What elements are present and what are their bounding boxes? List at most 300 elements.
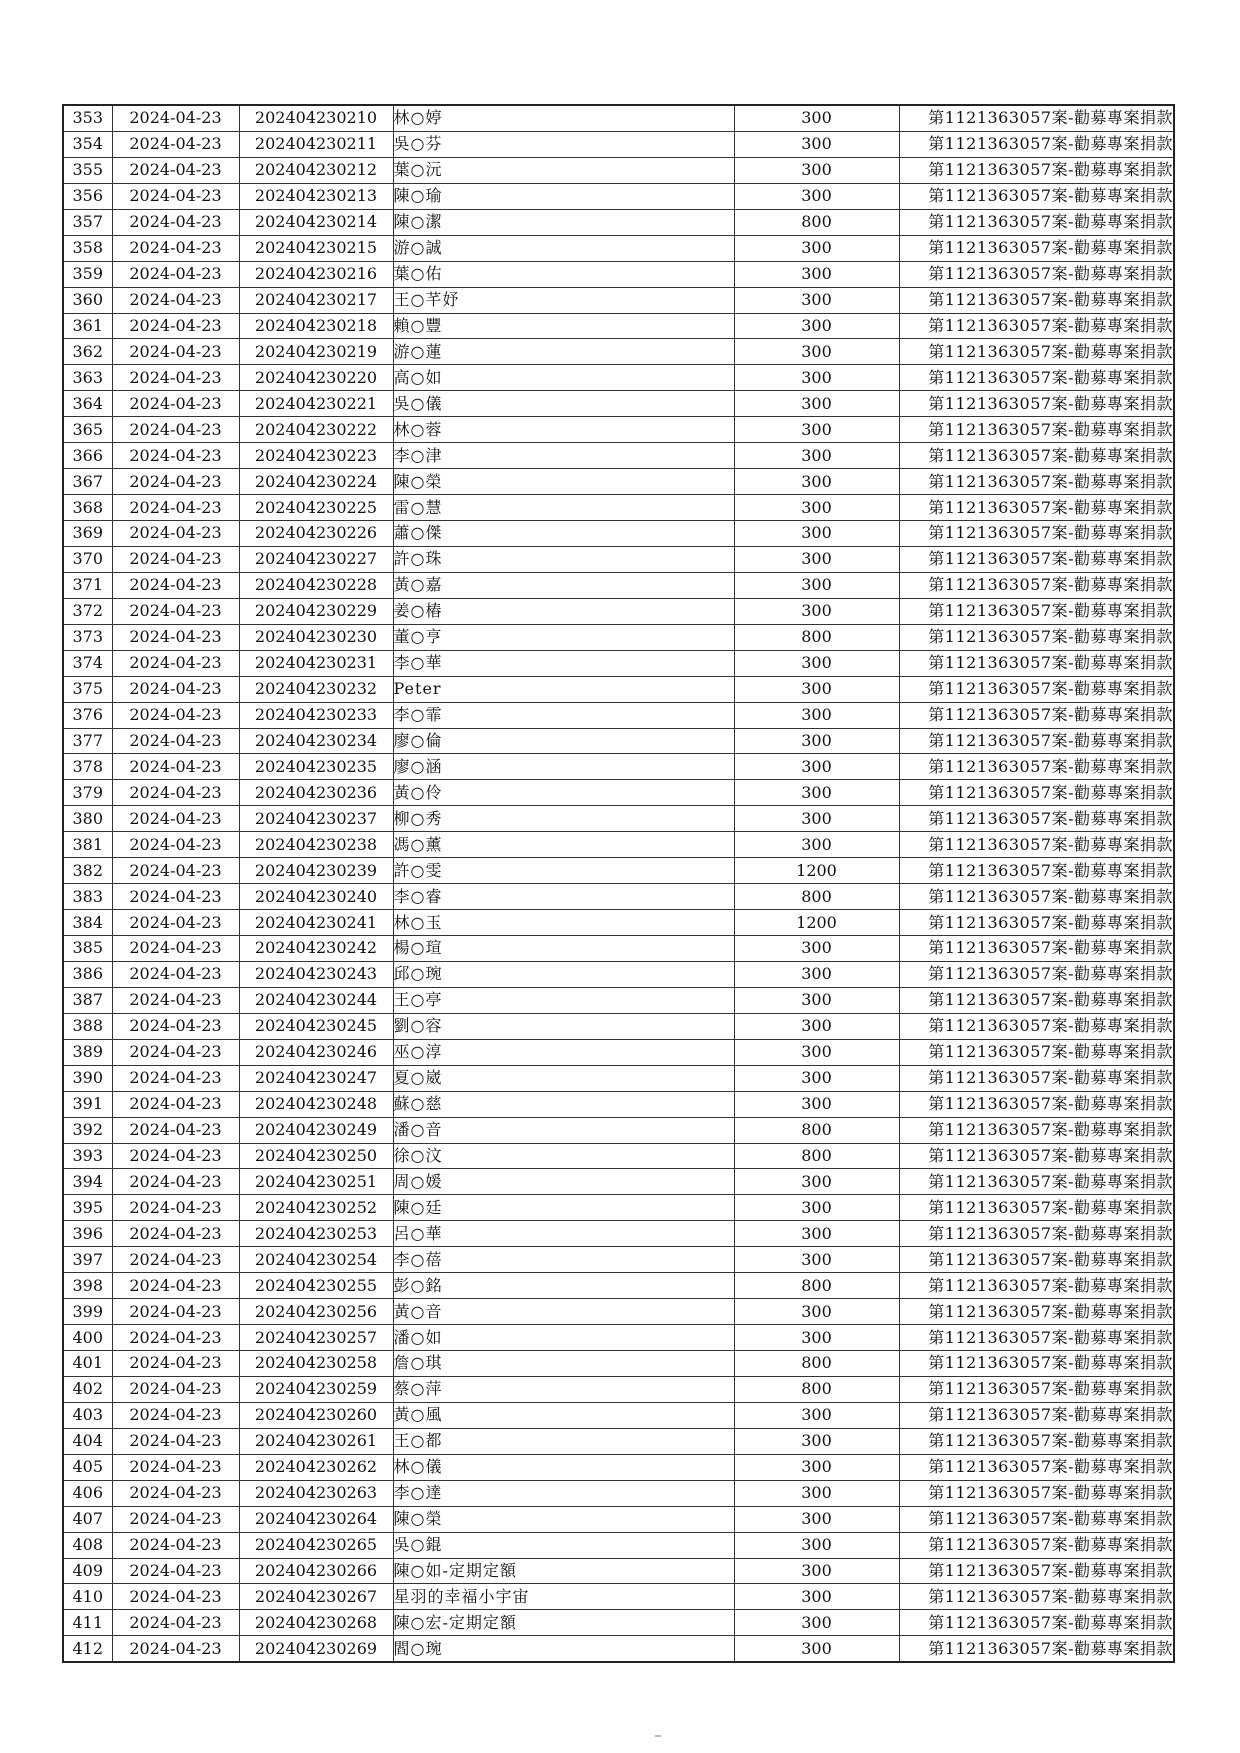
donation-purpose: 第1121363057案-勸募專案捐款	[899, 1480, 1174, 1506]
row-number: 392	[63, 1117, 112, 1143]
donation-amount: 300	[734, 1013, 899, 1039]
receipt-number: 202404230247	[239, 1065, 393, 1091]
donation-date: 2024-04-23	[112, 1610, 239, 1636]
donor-name: 李○津	[393, 443, 734, 469]
row-number: 397	[63, 1247, 112, 1273]
table-row	[63, 1480, 1174, 1506]
donation-amount: 300	[734, 728, 899, 754]
receipt-number: 202404230261	[239, 1428, 393, 1454]
table-row	[63, 598, 1174, 624]
receipt-number: 202404230211	[239, 131, 393, 157]
donor-name: 陳○瑜	[393, 183, 734, 209]
donation-amount: 300	[734, 261, 899, 287]
table-row	[63, 495, 1174, 521]
row-number: 402	[63, 1376, 112, 1402]
table-row	[63, 1584, 1174, 1610]
table-row	[63, 754, 1174, 780]
row-number: 401	[63, 1351, 112, 1377]
receipt-number: 202404230259	[239, 1376, 393, 1402]
donor-name: 廖○倫	[393, 728, 734, 754]
donor-name: 黃○風	[393, 1402, 734, 1428]
row-number: 409	[63, 1558, 112, 1584]
donation-purpose: 第1121363057案-勸募專案捐款	[899, 1610, 1174, 1636]
donation-date: 2024-04-23	[112, 1117, 239, 1143]
donation-amount: 300	[734, 339, 899, 365]
receipt-number: 202404230268	[239, 1610, 393, 1636]
row-number: 394	[63, 1169, 112, 1195]
donation-purpose: 第1121363057案-勸募專案捐款	[899, 858, 1174, 884]
table-row	[63, 339, 1174, 365]
donation-date: 2024-04-23	[112, 572, 239, 598]
donation-date: 2024-04-23	[112, 1169, 239, 1195]
table-row	[63, 365, 1174, 391]
donor-name: 陳○潔	[393, 209, 734, 235]
table-row	[63, 1143, 1174, 1169]
donor-name: 陳○如-定期定額	[393, 1558, 734, 1584]
donation-purpose: 第1121363057案-勸募專案捐款	[899, 884, 1174, 910]
receipt-number: 202404230226	[239, 521, 393, 547]
donation-purpose: 第1121363057案-勸募專案捐款	[899, 183, 1174, 209]
donor-name: 周○媛	[393, 1169, 734, 1195]
table-row	[63, 1221, 1174, 1247]
row-number: 399	[63, 1299, 112, 1325]
donor-name: 王○亭	[393, 987, 734, 1013]
row-number: 406	[63, 1480, 112, 1506]
receipt-number: 202404230264	[239, 1506, 393, 1532]
donor-name: 許○珠	[393, 546, 734, 572]
donation-purpose: 第1121363057案-勸募專案捐款	[899, 572, 1174, 598]
donation-date: 2024-04-23	[112, 1584, 239, 1610]
donation-amount: 300	[734, 936, 899, 962]
table-row	[63, 1402, 1174, 1428]
receipt-number: 202404230255	[239, 1273, 393, 1299]
donor-name: 葉○沅	[393, 157, 734, 183]
row-number: 368	[63, 495, 112, 521]
donation-purpose: 第1121363057案-勸募專案捐款	[899, 1299, 1174, 1325]
donation-purpose: 第1121363057案-勸募專案捐款	[899, 961, 1174, 987]
donation-purpose: 第1121363057案-勸募專案捐款	[899, 105, 1174, 131]
donation-purpose: 第1121363057案-勸募專案捐款	[899, 676, 1174, 702]
donation-amount: 800	[734, 1273, 899, 1299]
donation-amount: 300	[734, 183, 899, 209]
donation-amount: 300	[734, 987, 899, 1013]
donation-amount: 300	[734, 1532, 899, 1558]
donor-name: 雷○慧	[393, 495, 734, 521]
table-row	[63, 546, 1174, 572]
donor-name: 游○誠	[393, 235, 734, 261]
donor-name: 黃○嘉	[393, 572, 734, 598]
donation-date: 2024-04-23	[112, 624, 239, 650]
donation-date: 2024-04-23	[112, 1376, 239, 1402]
donation-amount: 300	[734, 313, 899, 339]
donation-ledger-table	[62, 104, 1175, 1663]
donor-name: 吳○錕	[393, 1532, 734, 1558]
donation-purpose: 第1121363057案-勸募專案捐款	[899, 1221, 1174, 1247]
donation-purpose: 第1121363057案-勸募專案捐款	[899, 495, 1174, 521]
donation-purpose: 第1121363057案-勸募專案捐款	[899, 1376, 1174, 1402]
row-number: 360	[63, 287, 112, 313]
receipt-number: 202404230210	[239, 105, 393, 131]
donation-date: 2024-04-23	[112, 1013, 239, 1039]
donation-date: 2024-04-23	[112, 1143, 239, 1169]
row-number: 377	[63, 728, 112, 754]
donation-date: 2024-04-23	[112, 961, 239, 987]
donor-name: 蔡○萍	[393, 1376, 734, 1402]
table-row	[63, 910, 1174, 936]
row-number: 408	[63, 1532, 112, 1558]
receipt-number: 202404230242	[239, 936, 393, 962]
receipt-number: 202404230249	[239, 1117, 393, 1143]
table-row	[63, 806, 1174, 832]
donor-name: 黃○伶	[393, 780, 734, 806]
donation-amount: 300	[734, 1169, 899, 1195]
row-number: 361	[63, 313, 112, 339]
donation-amount: 300	[734, 546, 899, 572]
receipt-number: 202404230241	[239, 910, 393, 936]
table-row	[63, 131, 1174, 157]
donation-amount: 300	[734, 1221, 899, 1247]
donation-date: 2024-04-23	[112, 287, 239, 313]
table-row	[63, 728, 1174, 754]
donor-name: 董○亨	[393, 624, 734, 650]
table-row	[63, 1558, 1174, 1584]
donation-amount: 300	[734, 105, 899, 131]
donation-amount: 300	[734, 961, 899, 987]
table-row	[63, 1299, 1174, 1325]
row-number: 386	[63, 961, 112, 987]
receipt-number: 202404230240	[239, 884, 393, 910]
donation-purpose: 第1121363057案-勸募專案捐款	[899, 469, 1174, 495]
donation-amount: 300	[734, 1402, 899, 1428]
table-row	[63, 1117, 1174, 1143]
donation-amount: 800	[734, 209, 899, 235]
table-row	[63, 1454, 1174, 1480]
row-number: 370	[63, 546, 112, 572]
donation-purpose: 第1121363057案-勸募專案捐款	[899, 1065, 1174, 1091]
donation-date: 2024-04-23	[112, 313, 239, 339]
donation-amount: 300	[734, 521, 899, 547]
row-number: 362	[63, 339, 112, 365]
donation-purpose: 第1121363057案-勸募專案捐款	[899, 1506, 1174, 1532]
donation-amount: 300	[734, 832, 899, 858]
row-number: 388	[63, 1013, 112, 1039]
row-number: 369	[63, 521, 112, 547]
donation-purpose: 第1121363057案-勸募專案捐款	[899, 1325, 1174, 1351]
donation-amount: 300	[734, 754, 899, 780]
donation-amount: 300	[734, 650, 899, 676]
donation-ledger-sheet	[62, 104, 1175, 1663]
donation-date: 2024-04-23	[112, 1221, 239, 1247]
donor-name: 黃○音	[393, 1299, 734, 1325]
donation-amount: 300	[734, 443, 899, 469]
table-row	[63, 157, 1174, 183]
donation-date: 2024-04-23	[112, 209, 239, 235]
donation-purpose: 第1121363057案-勸募專案捐款	[899, 780, 1174, 806]
donation-date: 2024-04-23	[112, 1402, 239, 1428]
row-number: 405	[63, 1454, 112, 1480]
donation-amount: 300	[734, 469, 899, 495]
donation-amount: 300	[734, 1636, 899, 1662]
donor-name: 賴○豐	[393, 313, 734, 339]
receipt-number: 202404230253	[239, 1221, 393, 1247]
donation-purpose: 第1121363057案-勸募專案捐款	[899, 806, 1174, 832]
donor-name: 吳○芬	[393, 131, 734, 157]
donation-amount: 300	[734, 1065, 899, 1091]
donation-amount: 800	[734, 884, 899, 910]
donation-purpose: 第1121363057案-勸募專案捐款	[899, 910, 1174, 936]
donation-amount: 300	[734, 287, 899, 313]
row-number: 372	[63, 598, 112, 624]
donation-purpose: 第1121363057案-勸募專案捐款	[899, 365, 1174, 391]
donation-purpose: 第1121363057案-勸募專案捐款	[899, 1117, 1174, 1143]
donation-amount: 300	[734, 1454, 899, 1480]
donation-date: 2024-04-23	[112, 806, 239, 832]
row-number: 364	[63, 391, 112, 417]
receipt-number: 202404230221	[239, 391, 393, 417]
donation-amount: 300	[734, 1195, 899, 1221]
row-number: 363	[63, 365, 112, 391]
donation-amount: 300	[734, 235, 899, 261]
donation-date: 2024-04-23	[112, 261, 239, 287]
table-row	[63, 1247, 1174, 1273]
donation-amount: 300	[734, 1506, 899, 1532]
donor-name: 呂○華	[393, 1221, 734, 1247]
donation-date: 2024-04-23	[112, 754, 239, 780]
table-row	[63, 1506, 1174, 1532]
table-row	[63, 1532, 1174, 1558]
receipt-number: 202404230246	[239, 1039, 393, 1065]
donor-name: 柳○秀	[393, 806, 734, 832]
table-row	[63, 676, 1174, 702]
receipt-number: 202404230214	[239, 209, 393, 235]
donation-amount: 300	[734, 391, 899, 417]
row-number: 383	[63, 884, 112, 910]
receipt-number: 202404230260	[239, 1402, 393, 1428]
table-row	[63, 1273, 1174, 1299]
receipt-number: 202404230231	[239, 650, 393, 676]
row-number: 391	[63, 1091, 112, 1117]
row-number: 384	[63, 910, 112, 936]
row-number: 396	[63, 1221, 112, 1247]
donation-date: 2024-04-23	[112, 1091, 239, 1117]
donation-amount: 300	[734, 417, 899, 443]
donation-amount: 300	[734, 1428, 899, 1454]
donor-name: 楊○瑄	[393, 936, 734, 962]
table-row	[63, 858, 1174, 884]
donation-purpose: 第1121363057案-勸募專案捐款	[899, 287, 1174, 313]
receipt-number: 202404230227	[239, 546, 393, 572]
donation-purpose: 第1121363057案-勸募專案捐款	[899, 650, 1174, 676]
row-number: 355	[63, 157, 112, 183]
donation-date: 2024-04-23	[112, 365, 239, 391]
donor-name: 夏○崴	[393, 1065, 734, 1091]
donation-purpose: 第1121363057案-勸募專案捐款	[899, 1273, 1174, 1299]
donation-purpose: 第1121363057案-勸募專案捐款	[899, 1532, 1174, 1558]
donor-name: Peter	[393, 676, 734, 702]
donation-amount: 300	[734, 1558, 899, 1584]
donation-amount: 1200	[734, 910, 899, 936]
donation-purpose: 第1121363057案-勸募專案捐款	[899, 209, 1174, 235]
donation-date: 2024-04-23	[112, 469, 239, 495]
row-number: 365	[63, 417, 112, 443]
row-number: 367	[63, 469, 112, 495]
row-number: 366	[63, 443, 112, 469]
donor-name: 游○蓮	[393, 339, 734, 365]
donor-name: 李○霏	[393, 702, 734, 728]
donation-purpose: 第1121363057案-勸募專案捐款	[899, 1143, 1174, 1169]
donation-date: 2024-04-23	[112, 495, 239, 521]
receipt-number: 202404230216	[239, 261, 393, 287]
receipt-number: 202404230257	[239, 1325, 393, 1351]
donation-purpose: 第1121363057案-勸募專案捐款	[899, 1351, 1174, 1377]
donation-amount: 300	[734, 1091, 899, 1117]
donation-date: 2024-04-23	[112, 391, 239, 417]
row-number: 353	[63, 105, 112, 131]
donation-date: 2024-04-23	[112, 1351, 239, 1377]
donation-amount: 300	[734, 702, 899, 728]
row-number: 371	[63, 572, 112, 598]
table-row	[63, 1195, 1174, 1221]
donation-date: 2024-04-23	[112, 131, 239, 157]
receipt-number: 202404230262	[239, 1454, 393, 1480]
donation-amount: 800	[734, 1143, 899, 1169]
receipt-number: 202404230223	[239, 443, 393, 469]
donor-name: 潘○如	[393, 1325, 734, 1351]
donor-name: 詹○琪	[393, 1351, 734, 1377]
row-number: 374	[63, 650, 112, 676]
donation-purpose: 第1121363057案-勸募專案捐款	[899, 832, 1174, 858]
row-number: 395	[63, 1195, 112, 1221]
donor-name: 林○婷	[393, 105, 734, 131]
donor-name: 廖○涵	[393, 754, 734, 780]
donation-date: 2024-04-23	[112, 1532, 239, 1558]
table-row	[63, 1351, 1174, 1377]
donation-date: 2024-04-23	[112, 987, 239, 1013]
donation-amount: 300	[734, 1480, 899, 1506]
row-number: 410	[63, 1584, 112, 1610]
donation-purpose: 第1121363057案-勸募專案捐款	[899, 1039, 1174, 1065]
row-number: 403	[63, 1402, 112, 1428]
donation-purpose: 第1121363057案-勸募專案捐款	[899, 754, 1174, 780]
donor-name: 陳○榮	[393, 1506, 734, 1532]
donation-purpose: 第1121363057案-勸募專案捐款	[899, 157, 1174, 183]
table-row	[63, 987, 1174, 1013]
donation-amount: 300	[734, 1610, 899, 1636]
donor-name: 李○華	[393, 650, 734, 676]
donation-date: 2024-04-23	[112, 1636, 239, 1662]
table-row	[63, 1428, 1174, 1454]
receipt-number: 202404230248	[239, 1091, 393, 1117]
donor-name: 李○睿	[393, 884, 734, 910]
donation-date: 2024-04-23	[112, 1273, 239, 1299]
row-number: 382	[63, 858, 112, 884]
donation-purpose: 第1121363057案-勸募專案捐款	[899, 131, 1174, 157]
receipt-number: 202404230235	[239, 754, 393, 780]
donor-name: 李○蓓	[393, 1247, 734, 1273]
receipt-number: 202404230217	[239, 287, 393, 313]
row-number: 407	[63, 1506, 112, 1532]
donation-date: 2024-04-23	[112, 650, 239, 676]
receipt-number: 202404230252	[239, 1195, 393, 1221]
table-row	[63, 261, 1174, 287]
row-number: 393	[63, 1143, 112, 1169]
receipt-number: 202404230213	[239, 183, 393, 209]
table-row	[63, 313, 1174, 339]
row-number: 354	[63, 131, 112, 157]
donation-date: 2024-04-23	[112, 521, 239, 547]
donation-date: 2024-04-23	[112, 936, 239, 962]
page-mark	[655, 1735, 661, 1737]
table-row	[63, 936, 1174, 962]
ledger-body	[63, 105, 1174, 1662]
donation-date: 2024-04-23	[112, 105, 239, 131]
row-number: 378	[63, 754, 112, 780]
donor-name: 徐○汶	[393, 1143, 734, 1169]
donor-name: 潘○音	[393, 1117, 734, 1143]
donation-date: 2024-04-23	[112, 1454, 239, 1480]
donation-amount: 300	[734, 806, 899, 832]
donation-date: 2024-04-23	[112, 1558, 239, 1584]
donation-amount: 300	[734, 365, 899, 391]
donor-name: 姜○樁	[393, 598, 734, 624]
table-row	[63, 1091, 1174, 1117]
donor-name: 王○芊妤	[393, 287, 734, 313]
donation-amount: 800	[734, 1376, 899, 1402]
table-row	[63, 443, 1174, 469]
row-number: 356	[63, 183, 112, 209]
donation-date: 2024-04-23	[112, 1039, 239, 1065]
donation-purpose: 第1121363057案-勸募專案捐款	[899, 417, 1174, 443]
donation-purpose: 第1121363057案-勸募專案捐款	[899, 1247, 1174, 1273]
receipt-number: 202404230239	[239, 858, 393, 884]
receipt-number: 202404230243	[239, 961, 393, 987]
donor-name: 彭○銘	[393, 1273, 734, 1299]
donation-amount: 300	[734, 572, 899, 598]
table-row	[63, 780, 1174, 806]
row-number: 359	[63, 261, 112, 287]
row-number: 373	[63, 624, 112, 650]
donor-name: 邱○琬	[393, 961, 734, 987]
donation-date: 2024-04-23	[112, 1247, 239, 1273]
donation-purpose: 第1121363057案-勸募專案捐款	[899, 546, 1174, 572]
row-number: 390	[63, 1065, 112, 1091]
donation-date: 2024-04-23	[112, 858, 239, 884]
receipt-number: 202404230265	[239, 1532, 393, 1558]
donation-date: 2024-04-23	[112, 1325, 239, 1351]
table-row	[63, 391, 1174, 417]
donor-name: 許○雯	[393, 858, 734, 884]
row-number: 389	[63, 1039, 112, 1065]
row-number: 411	[63, 1610, 112, 1636]
donor-name: 蘇○慈	[393, 1091, 734, 1117]
donation-purpose: 第1121363057案-勸募專案捐款	[899, 1584, 1174, 1610]
donation-purpose: 第1121363057案-勸募專案捐款	[899, 235, 1174, 261]
donation-date: 2024-04-23	[112, 832, 239, 858]
donor-name: 葉○佑	[393, 261, 734, 287]
receipt-number: 202404230219	[239, 339, 393, 365]
donation-purpose: 第1121363057案-勸募專案捐款	[899, 728, 1174, 754]
receipt-number: 202404230254	[239, 1247, 393, 1273]
donation-date: 2024-04-23	[112, 1480, 239, 1506]
donation-amount: 300	[734, 1299, 899, 1325]
donation-purpose: 第1121363057案-勸募專案捐款	[899, 1402, 1174, 1428]
donor-name: 王○都	[393, 1428, 734, 1454]
table-row	[63, 235, 1174, 261]
donation-date: 2024-04-23	[112, 1506, 239, 1532]
donation-purpose: 第1121363057案-勸募專案捐款	[899, 702, 1174, 728]
donation-date: 2024-04-23	[112, 728, 239, 754]
donation-date: 2024-04-23	[112, 339, 239, 365]
